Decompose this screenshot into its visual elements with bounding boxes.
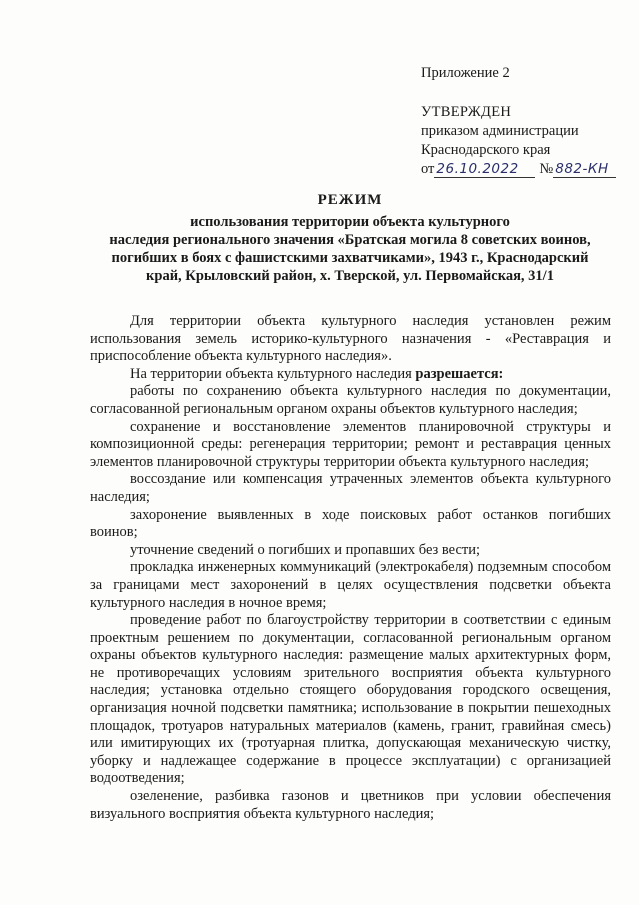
- paragraph-item: работы по сохранению объекта культурного наследия по документации, согласованной региональным органом охраны объектов культурного наследия;: [90, 383, 611, 417]
- permitted-intro-text: На территории объекта культурного наследия: [130, 365, 416, 382]
- paragraph-regime: Для территории объекта культурного наследия установлен режим использования земель историко-культурного назначения - «Реставрация и приспособление объекта культурного наследия».: [90, 313, 611, 365]
- paragraph-item: воссоздание или компенсация утраченных элементов объекта культурного наследия;: [90, 471, 611, 505]
- paragraph-permitted-intro: [90, 366, 611, 384]
- appendix-label: Приложение 2: [421, 65, 510, 81]
- permitted-keyword: разрешается:: [415, 365, 504, 382]
- number-prefix: №: [539, 161, 554, 177]
- paragraph-item: прокладка инженерных коммуникаций (электрокабеля) подземным способом за границами мест захоронений в целях осуществления подсветки объекта культурного наследия в ночное время;: [90, 559, 611, 611]
- date-number-line: [421, 160, 631, 179]
- title-line-3: погибших в боях с фашистскими захватчиками», 1943 г., Краснодарский: [111, 250, 589, 266]
- paragraph-item: озеленение, разбивка газонов и цветников при условии обеспечения визуального восприятия объекта культурного наследия;: [90, 788, 611, 822]
- paragraph-item: уточнение сведений о погибших и пропавших без вести;: [130, 541, 481, 558]
- title-line-4: край, Крыловский район, х. Тверской, ул. Первомайская, 31/1: [146, 268, 554, 284]
- title-heading: РЕЖИМ: [317, 192, 383, 208]
- handwritten-date: 26.10.2022: [434, 162, 535, 178]
- title-line-2: наследия регионального значения «Братская могила 8 советских воинов,: [109, 232, 591, 248]
- paragraph-item: сохранение и восстановление элементов планировочной структуры и композиционной среды: регенерация территории; ремонт и реставрация ценных элементов планировочной структуры территории объекта культурного наследия;: [90, 418, 611, 470]
- document-title: [90, 191, 610, 285]
- handwritten-number: 882-КН: [553, 162, 616, 178]
- paragraph-item: проведение работ по благоустройству территории в соответствии с единым проектным решением по документации, согласованной региональным органом охраны объектов культурного наследия: размещение малых архитектурных форм, не противоречащих условиям зрительного восприятия объекта культурного наследия; установка отдельно стоящего оборудования городского освещения, организация ночной подсветки памятника; использование в покрытии пешеходных площадок, тротуаров натуральных материалов (камень, гранит, гравийная смесь) или имитирующих их (тротуарная плитка, допускающая механическую чистку, уборку и надлежащее содержание в процессе эксплуатации) с организацией водоотведения;: [90, 612, 611, 787]
- approval-line-1: приказом администрации: [421, 123, 579, 139]
- approval-line-2: Краснодарского края: [421, 142, 551, 158]
- date-prefix: от: [421, 161, 435, 177]
- document-body: [90, 313, 611, 823]
- title-line-1: использования территории объекта культурного: [190, 214, 510, 230]
- approval-stamp-block: [421, 64, 631, 179]
- paragraph-item: захоронение выявленных в ходе поисковых работ останков погибших воинов;: [90, 506, 611, 541]
- approved-heading: УТВЕРЖДЕН: [421, 104, 512, 120]
